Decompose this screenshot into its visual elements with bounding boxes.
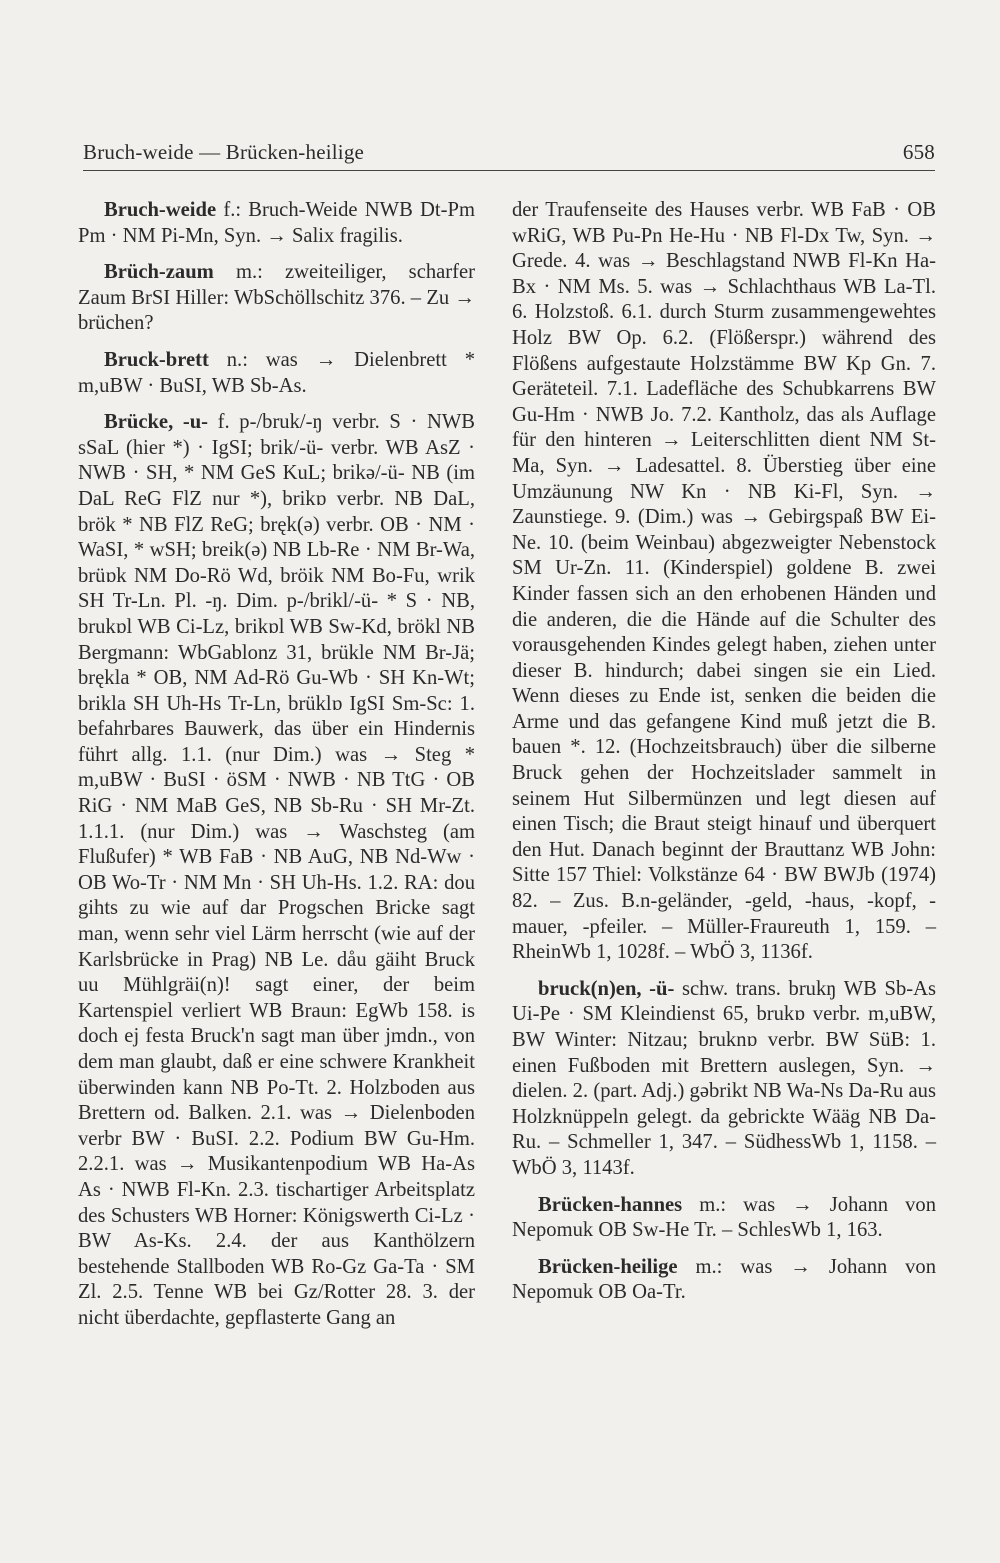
dictionary-entry [78,410,475,1331]
entry-text: schw. trans. brukŋ WB Sb-As Ui-Pe · SM Kleindienst 65, brukɒ verbr. m,uBW, BW Winter: Nitzau; bruknɒ verbr. BW SüB: 1. einen Fußboden mit Brettern auslegen, Syn. → dielen. 2. (part. Adj.) gəbrikt NB Wa-Ns Da-Ru aus Holzknüppeln gelegt. da gebrickte Wääg NB Da-Ru. – Schmeller 1, 347. – SüdhessWb 1, 1158. – WbÖ 3, 1143f. [512,977,936,1179]
entry-lemma: Brüch-zaum [104,261,214,284]
dictionary-entry-continuation [512,198,936,966]
page-number: 658 [902,140,935,164]
entry-text: f.: Bruch-Weide NWB Dt-Pm Pm · NM Pi-Mn, Syn. → Salix fragilis. [78,199,475,247]
dictionary-entry [78,198,475,249]
entry-text: m.: zweiteiliger, scharfer Zaum BrSI Hiller: WbSchöllschitz 376. – Zu → brüchen? [78,261,475,335]
entry-text: der Traufenseite des Hauses verbr. WB FaB · OB wRiG, WB Pu-Pn He-Hu · NB Fl-Dx Tw, Syn. → Grede. 4. was → Beschlagstand NWB Fl-Kn Ha-Bx · NM Ms. 5. was → Schlachthaus WB La-Tl. 6. Holzstoß. 6.1. durch Sturm zusammengewehtes Holz BW Op. 6.2. (Flößerspr.) während des Flößens aufgestaute Holzstämme BW Kp Gn. 7. Geräteteil. 7.1. Ladefläche des Schubkarrens BW Gu-Hm · NWB Jo. 7.2. Kantholz, das als Auflage für den hinteren → Leiterschlitten dient NM St-Ma, Syn. → Ladesattel. 8. Überstieg über eine Umzäunung NW Kn · NB Ki-Fl, Syn. → Zaunstiege. 9. (Dim.) was → Gebirgspaß BW Ei-Ne. 10. (beim Weinbau) abgezweigter Nebenstock SM Ur-Zn. 11. (Kinderspiel) goldene B. zwei Kinder fassen sich an den erhobenen Händen und die anderen, die die Hände auf die Schulter des vorausgehenden Kindes gelegt haben, ziehen unter dieser B. hindurch; dabei singen sie ein Lied. Wenn dieses zu Ende ist, senken die beiden die Arme und das gefangene Kind muß jetzt die B. bauen *. 12. (Hochzeitsbrauch) über die silberne Bruck gehen der Hochzeitslader sammelt in seinem Hut Silbermünzen und legt diesen auf einen Tisch; die Braut steigt hinauf und überquert den Hut. Danach beginnt der Brauttanz WB John: Sitte 157 Thiel: Volkstänze 64 · BW BWJb (1974) 82. – Zus. B.n-geländer, -geld, -haus, -kopf, -mauer, -pfeiler. – Müller-Fraureuth 1, 159. – RheinWb 1, 1028f. – WbÖ 3, 1136f. [512,199,936,964]
entry-lemma: Brücken-heilige [538,1255,678,1278]
running-title: Bruch-weide — Brücken-heilige [83,140,365,164]
right-column [512,198,936,1317]
entry-lemma: bruck(n)en, -ü- [538,977,675,1000]
header-rule [83,170,935,171]
entry-lemma: Bruck-brett [104,348,209,371]
entry-text: f. p-/bruk/-ŋ verbr. S · NWB sSaL (hier *) · IgSI; brik/-ü- verbr. WB AsZ · NWB · SH, * NM GeS KuL; brikə/-ü- NB (im DaL ReG FlZ nur *), brikɒ verbr. NB DaL, brök * NB FlZ ReG; bręk(ə) verbr. OB · NM · WaSI, * wSH; breik(ə) NB Lb-Re · NM Br-Wa, brüɒk NM Do-Rö Wd, bröik NM Bo-Fu, wrik SH Tr-Ln. Pl. -ŋ. Dim. p-/brikl/-ü- * S · NB, brukɒl WB Ci-Lz, brikɒl WB Sw-Kd, brökl NB Bergmann: WbGablonz 31, brükle NM Br-Jä; brękla * OB, NM Ad-Rö Gu-Wb · SH Kn-Wt; brikla SH Uh-Hs Tr-Ln, brüklɒ IgSI Sm-Sc: 1. befahrbares Bauwerk, das über ein Hindernis führt allg. 1.1. (nur Dim.) was → Steg * m,uBW · BuSI · öSM · NWB · NB TtG · OB RiG · NM MaB GeS, NB Sb-Ru · SH Mr-Zt. 1.1.1. (nur Dim.) was → Waschsteg (am Flußufer) * WB FaB · NB AuG, NB Nd-Ww · OB Wo-Tr · NM Mn · SH Uh-Hs. 1.2. RA: dou gihts zu wie auf dar Progschen Bricke sagt man, wenn sehr viel Lärm herrscht (wie auf der Karlsbrücke in Prag) NB Le. dåu gäiht Bruck uu Mühlgräi(n)! sagt einer, der beim Kartenspiel verliert WB Braun: EgWb 158. is doch ej festa Bruck'n sagt man über jmdn., von dem man glaubt, daß er eine schwere Krankheit überwinden kann NB Po-Tt. 2. Holzboden aus Brettern od. Balken. 2.1. was → Dielenboden verbr BW · BuSI. 2.2. Podium BW Gu-Hm. 2.2.1. was → Musikantenpodium WB Ha-As As · NWB Fl-Kn. 2.3. tischartiger Arbeitsplatz des Schusters WB Horner: Königswerth Ci-Lz · BW As-Ks. 2.4. der aus Kanthölzern bestehende Stallboden WB Ro-Gz Ga-Ta · SM Zl. 2.5. Tenne WB bei Gz/Rotter 28. 3. der nicht überdachte, gepflasterte Gang an [78,411,476,1329]
dictionary-entry [78,348,475,399]
entry-text: m.: was → Johann von Nepomuk OB Oa-Tr. [512,1255,936,1304]
left-column [78,198,475,1343]
entry-text: m.: was → Johann von Nepomuk OB Sw-He Tr. – SchlesWb 1, 163. [512,1193,936,1242]
entry-lemma: Brücken-hannes [538,1193,683,1216]
dictionary-entry [78,260,475,337]
entry-text: n.: was → Dielenbrett * m,uBW · BuSI, WB Sb-As. [78,348,475,397]
dictionary-entry [512,1255,936,1306]
entry-lemma: Bruch-weide [104,199,217,221]
dictionary-entry [512,1193,936,1244]
dictionary-entry [512,977,936,1182]
running-head [83,140,935,170]
entry-lemma: Brücke, -u- [104,411,209,434]
